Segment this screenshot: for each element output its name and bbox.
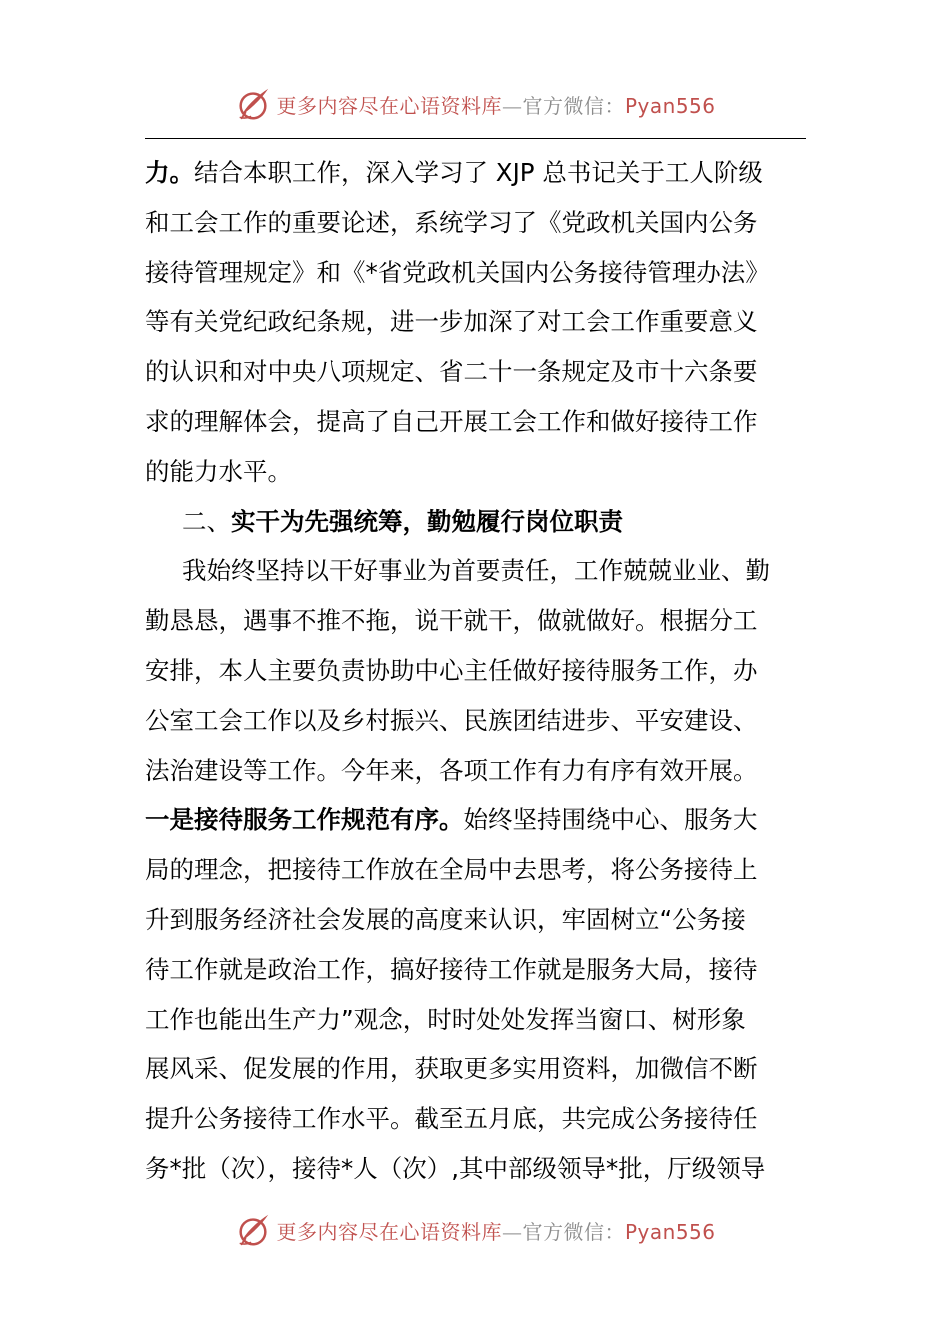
footer-dash: — — [501, 1219, 523, 1244]
header-wechat-id: Pyan556 — [624, 93, 716, 118]
text-line: 展风采、促发展的作用，获取更多实用资料，加微信不断 — [145, 1054, 758, 1084]
text-line: 升到服务经济社会发展的高度来认识，牢固树立“公务接 — [145, 904, 746, 934]
header-dash: — — [501, 93, 523, 118]
line-text: 始终坚持围绕中心、服务大 — [463, 805, 758, 835]
page-header — [0, 84, 950, 124]
text-line: 务*批（次），接待*人（次）,其中部级领导*批，厅级领导 — [145, 1153, 766, 1183]
heading-number: 二、 — [182, 506, 231, 536]
text-line: 局的理念，把接待工作放在全局中去思考，将公务接待上 — [145, 855, 758, 885]
line-text: 结合本职工作，深入学习了 XJP 总书记关于工人阶级 — [194, 158, 763, 187]
text-line: 勤恳恳，遇事不推不拖，说干就干，做就做好。根据分工 — [145, 606, 758, 636]
text-line: 提升公务接待工作水平。截至五月底，共完成公务接待任 — [145, 1104, 758, 1134]
text-line: 我始终坚持以干好事业为首要责任，工作兢兢业业、勤 — [182, 556, 770, 586]
page-footer — [0, 1210, 950, 1250]
footer-brand-text: 更多内容尽在心语资料库 — [276, 1219, 502, 1244]
bold-lead: 力。 — [145, 158, 194, 187]
text-line: 公室工会工作以及乡村振兴、民族团结进步、平安建设、 — [145, 705, 758, 735]
text-line: 法治建设等工作。今年来，各项工作有力有序有效开展。 — [145, 755, 758, 785]
header-rule — [145, 138, 806, 139]
text-line: 等有关党纪政纪条规，进一步加深了对工会工作重要意义 — [145, 307, 758, 337]
footer-wechat-id: Pyan556 — [624, 1219, 716, 1244]
header-brand-text: 更多内容尽在心语资料库 — [276, 93, 502, 118]
text-line: 安排，本人主要负责协助中心主任做好接待服务工作，办 — [145, 655, 758, 685]
quill-seal-logo-icon — [234, 1211, 272, 1249]
header-brand — [276, 90, 715, 119]
text-line: 和工会工作的重要论述，系统学习了《党政机关国内公务 — [145, 207, 758, 237]
section-heading — [145, 497, 806, 547]
text-line: 工作也能出生产力”观念，时时处处发挥当窗口、树形象 — [145, 1004, 746, 1034]
text-line — [145, 795, 806, 845]
footer-wechat-label: 官方微信： — [522, 1219, 625, 1244]
text-line: 待工作就是政治工作，搞好接待工作就是服务大局，接待 — [145, 954, 758, 984]
text-line: 接待管理规定》和《*省党政机关国内公务接待管理办法》 — [145, 257, 770, 287]
heading-title: 实干为先强统筹，勤勉履行岗位职责 — [231, 506, 623, 536]
quill-seal-logo-icon — [234, 85, 272, 123]
text-line: 的认识和对中央八项规定、省二十一条规定及市十六条要 — [145, 357, 758, 387]
bold-lead: 一是接待服务工作规范有序。 — [145, 805, 464, 835]
text-line — [145, 148, 806, 198]
text-line: 的能力水平。 — [145, 456, 292, 486]
document-body — [145, 148, 806, 1194]
text-line: 求的理解体会，提高了自己开展工会工作和做好接待工作 — [145, 406, 758, 436]
header-wechat-label: 官方微信： — [522, 93, 625, 118]
footer-brand — [276, 1216, 715, 1245]
